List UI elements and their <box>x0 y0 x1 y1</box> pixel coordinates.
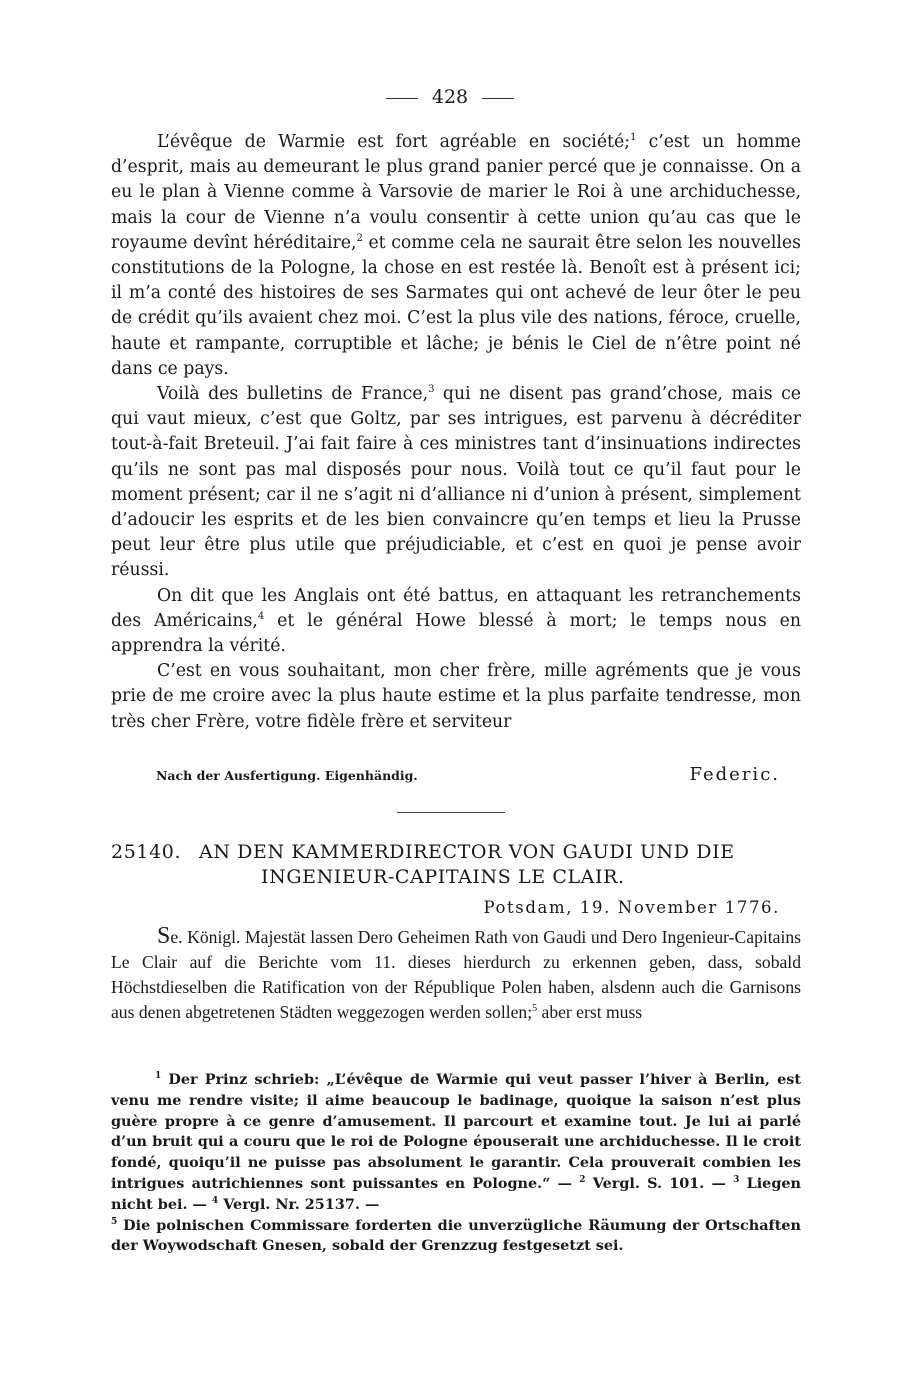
page-number: 428 <box>431 86 469 108</box>
footnote-ref-5: 5 <box>532 1003 538 1014</box>
drop-cap: S <box>157 923 171 949</box>
footnote-marker-2: 2 <box>579 1174 586 1185</box>
footnote-1: Der Prinz schrieb: „L’évêque de Warmie qui veut passer l’hiver à Berlin, est venu me rendre visite; il aime beaucoup le badinage, quoique la saison n’est plus guère propre à ce genre d’amusement. Il parcourt et examine tout. Je lui ai parlé d’un bruit qui a couru que le roi de Pologne épouserait une archiduchesse. Il le croit fondé, quoiqu’il ne puisse pas absolument le garantir. Cela prouverait combien les intrigues autrichiennes sont puissantes en Pologne.“ — <box>111 1071 801 1192</box>
footnote-ref-3: 3 <box>428 384 435 396</box>
heading-line-2: INGENIEUR-CAPITAINS LE CLAIR. <box>261 866 625 888</box>
document-heading <box>111 840 801 890</box>
header-dash-right <box>482 98 514 99</box>
document-paragraph: Se. Königl. Majestät lassen Dero Geheimen Rath von Gaudi und Dero Ingenieur-Capitains Le Clair auf die Berichte vom 11. dieses hierdurch zu erkennen geben, dass, sobald Höchstdieselben die Ratification von der République Polen haben, alsdenn auch die Garnisons aus denen abgetretenen Städten weggezogen werden sollen;$^5$ aber erst muss <box>111 923 801 1022</box>
letter-closing <box>156 764 780 790</box>
section-divider <box>397 812 505 813</box>
footnote-2: Vergl. S. 101. — <box>585 1174 734 1192</box>
footnote-marker-1: 1 <box>155 1071 162 1081</box>
letter-body <box>111 130 801 735</box>
footnote-ref-1: 1 <box>630 132 637 143</box>
signature: Federic. <box>689 764 780 785</box>
source-note: Nach der Ausfertigung. Eigenhändig. <box>156 768 418 783</box>
footnote-marker-5: 5 <box>111 1216 118 1227</box>
letter-paragraph-2: Voilà des bulletins de France,$^3$ qui ne disent pas grand’chose, mais ce qui vaut mieux, c’est que Goltz, par ses intrigues, est parvenu à décréditer tout-à-fait Breteuil. J’ai fait faire à ces ministres tant d’insinuations indirectes qu’ils ne sont pas mal disposés pour nous. Voilà tout ce qu’il faut pour le moment présent; car il ne s’agit ni d’alliance ni d’union à présent, simplement d’adoucir les esprits et de les bien convaincre qu’en temps et lieu la Prusse peut leur être plus utile que préjudiciable, et c’est en quoi je pense avoir réussi. <box>111 384 801 581</box>
footnote-ref-4: 4 <box>257 610 265 622</box>
footnote-marker-3: 3 <box>733 1174 740 1185</box>
footnote-5: Die polnischen Commissare forderten die unverzügliche Räumung der Ortschaften der Woywodschaft Gnesen, sobald der Grenzzug festgesetzt sei. <box>111 1216 801 1255</box>
letter-paragraph-3: On dit que les Anglais ont été battus, en attaquant les retranchements des Américains,$^4$ et le général Howe blessé à mort; le temps nous en apprendra la vérité. <box>111 585 801 657</box>
footnote-ref-2: 2 <box>356 232 363 244</box>
footnotes <box>111 1070 801 1257</box>
letter-paragraph-1: L’évêque de Warmie est fort agréable en société;$^1$ c’est un homme d’esprit, mais au demeurant le plus grand panier percé que je connaisse. On a eu le plan à Vienne comme à Varsovie de marier le Roi à une archiduchesse, mais la cour de Vienne n’a voulu consentir à cette union qu’au cas que le royaume devînt héréditaire,$^2$ et comme cela ne saurait être selon les nouvelles constitutions de la Pologne, la chose en est restée là. Benoît est à présent ici; il m’a conté des histoires de ses Sarmates qui ont achevé de leur ôter le peu de crédit qu’ils avaient chez moi. C’est la plus vile des nations, féroce, cruelle, haute et rampante, corruptible et lâche; je bénis le Ciel de n’être point né dans ce pays. <box>111 132 801 379</box>
place: Potsdam, <box>483 898 574 917</box>
heading-line-1: AN DEN KAMMERDIRECTOR VON GAUDI UND DIE <box>199 841 735 863</box>
letter-paragraph-4: C’est en vous souhaitant, mon cher frère, mille agréments que je vous prie de me croire avec la plus haute estime et la plus parfaite tendresse, mon très cher Frère, votre fidèle frère et serviteur <box>111 661 801 732</box>
footnote-block <box>111 1070 801 1257</box>
footnote-marker-4: 4 <box>211 1195 219 1206</box>
date: 19. November 1776. <box>579 898 780 917</box>
footnote-4: Vergl. Nr. 25137. — <box>218 1195 380 1213</box>
footnote-3: Liegen nicht bei. — <box>111 1174 802 1213</box>
place-date <box>483 898 780 917</box>
document-number: 25140. <box>111 841 182 863</box>
document-body <box>111 924 801 1025</box>
page-header <box>0 86 900 112</box>
header-dash-left <box>386 98 418 99</box>
